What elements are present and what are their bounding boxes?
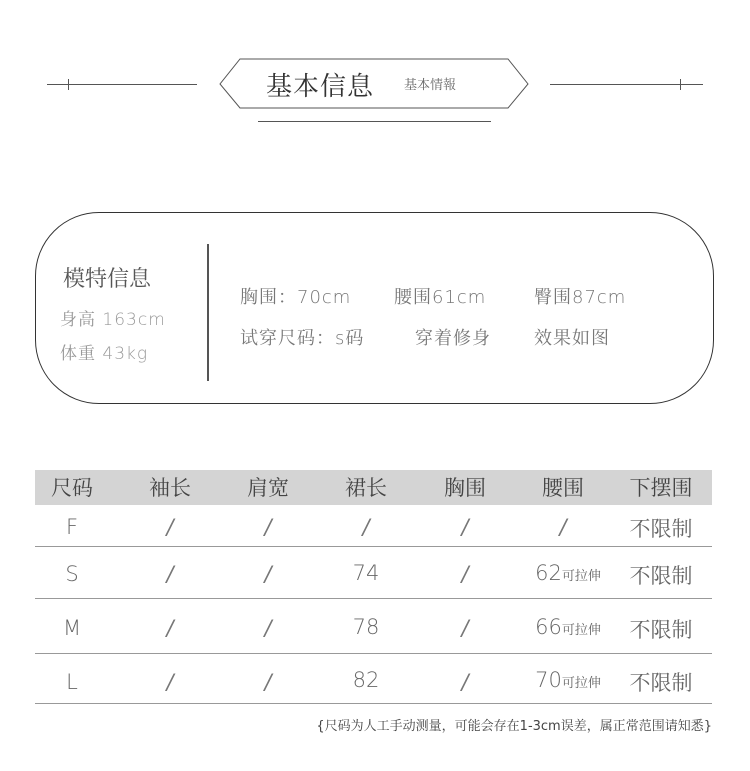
cell-waist [518,668,618,692]
right-rule-tick [680,79,681,90]
header-sleeve: 袖长 [149,476,191,500]
waist-note: 可拉伸 [561,569,601,584]
cell-size: L [66,670,78,694]
model-info-title: 模特信息 [63,267,152,292]
cell-hem: 不限制 [629,671,693,695]
cell-sleeve: / [166,515,174,539]
cell-sleeve: / [166,616,174,640]
cell-length: 78 [352,615,380,639]
waist-value: 70 [535,668,562,692]
row-divider [35,598,712,599]
measurement-note: {尺码为人工手动测量，可能会存在1-3cm误差，属正常范围请知悉} [316,719,712,734]
header-hem: 下摆围 [629,476,693,500]
cell-length: 82 [352,668,380,692]
waist-note: 可拉伸 [561,676,601,691]
cell-sleeve: / [166,562,174,586]
waist-note: 可拉伸 [561,623,601,638]
model-fit: 穿着修身 [415,328,491,349]
cell-sleeve: / [166,670,174,694]
model-weight: 体重 43kg [60,344,149,364]
model-effect: 效果如图 [534,328,610,349]
cell-length: / [362,515,370,539]
cell-shoulder: / [264,562,272,586]
left-rule-tick [68,79,69,90]
header-chest: 胸围 [444,476,486,500]
cell-size: F [65,515,79,539]
header-length: 裙长 [345,476,387,500]
model-try-size: 试穿尺码：s码 [240,328,365,349]
cell-chest: / [461,616,469,640]
card-divider [207,244,209,381]
cell-shoulder: / [264,670,272,694]
page-subtitle: 基本情報 [404,78,457,93]
page-title: 基本信息 [266,72,375,102]
cell-hem: 不限制 [629,564,693,588]
header-waist: 腰围 [542,476,584,500]
title-underline [258,121,491,122]
cell-length: 74 [352,561,380,585]
model-height: 身高 163cm [60,310,166,330]
waist-value: 66 [535,615,562,639]
row-divider [35,546,712,547]
cell-shoulder: / [264,515,272,539]
header-shoulder: 肩宽 [247,476,289,500]
cell-size: S [65,562,79,586]
cell-hem: 不限制 [629,618,693,642]
row-divider [35,653,712,654]
cell-waist [518,561,618,585]
model-waist: 腰围61cm [394,287,487,308]
cell-shoulder: / [264,616,272,640]
cell-size: M [62,616,82,640]
model-chest: 胸围：70cm [240,287,352,308]
header-size: 尺码 [51,476,93,500]
model-hip: 臀围87cm [534,287,627,308]
row-divider [35,703,712,704]
cell-waist: / [559,515,567,539]
cell-chest: / [461,515,469,539]
waist-value: 62 [535,561,562,585]
cell-chest: / [461,670,469,694]
cell-chest: / [461,562,469,586]
cell-waist [518,615,618,639]
cell-hem: 不限制 [629,517,693,541]
left-rule [47,84,197,85]
